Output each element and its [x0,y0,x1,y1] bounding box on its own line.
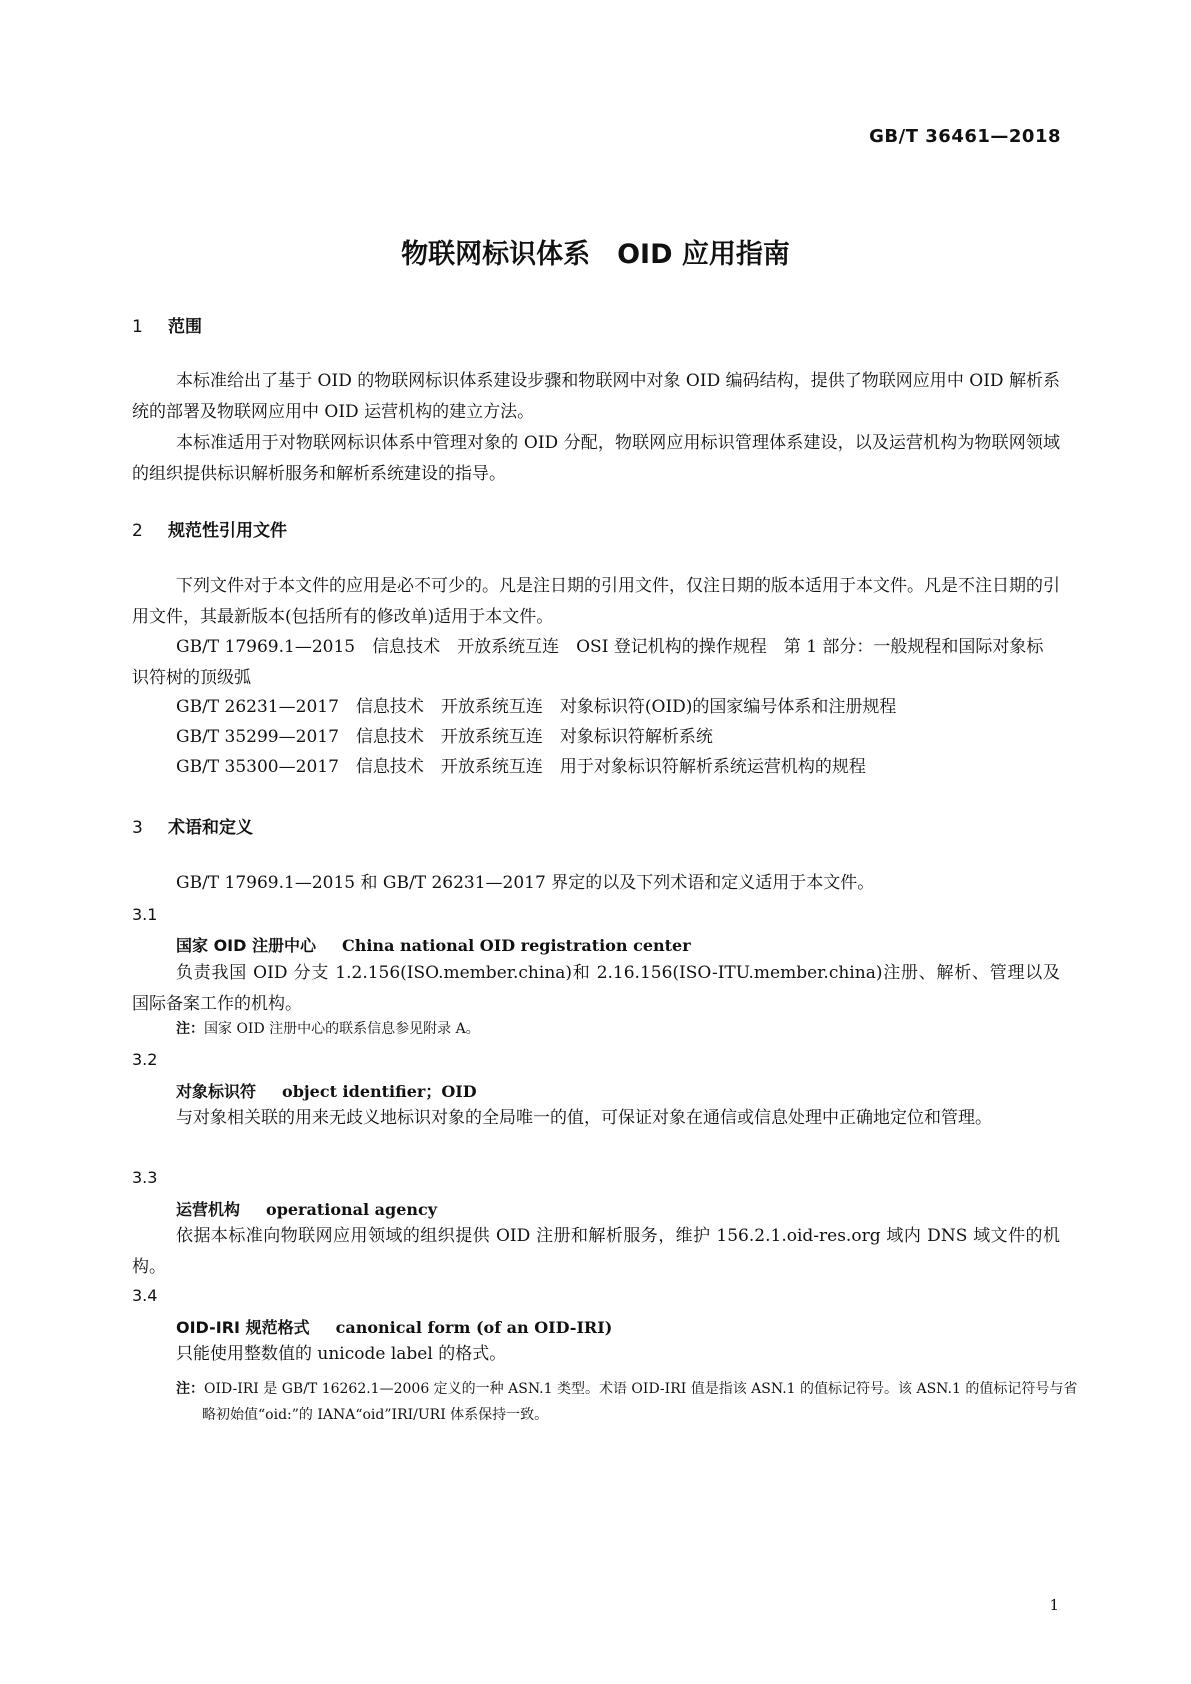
terms-intro: GB/T 17969.1—2015 和 GB/T 26231—2017 界定的以及下列术语和定义适用于本文件。 [176,873,875,893]
note-text: OID-IRI 是 GB/T 16262.1—2006 定义的一种 ASN.1 类型。术语 OID-IRI 值是指该 ASN.1 的值标记符号。该 ASN.1 的值标记符号与省略初始值“oid:”的 IANA“oid”IRI/URI 体系保持一致。 [202,1381,1078,1423]
section-title: 术语和定义 [168,818,253,838]
term-definition: 只能使用整数值的 unicode label 的格式。 [176,1344,507,1364]
section-number: 3 [132,818,143,838]
standard-code: GB/T 36461—2018 [869,126,1061,147]
term-name-en: object identifier；OID [282,1082,477,1101]
term-name [176,1315,612,1338]
term-name-zh: OID-IRI 规范格式 [176,1318,310,1337]
term-number: 3.2 [132,1050,158,1069]
term-name-zh: 国家 OID 注册中心 [176,936,316,955]
term-name [176,933,691,956]
reference-item: GB/T 35300—2017 信息技术 开放系统互连 用于对象标识符解析系统运营机构的规程 [176,757,866,777]
term-number: 3.4 [132,1286,158,1305]
term-name-en: China national OID registration center [341,936,691,955]
term-note [176,1376,1086,1428]
term-definition: 依据本标准向物联网应用领域的组织提供 OID 注册和解析服务，维护 156.2.1.oid-res.org 域内 DNS 域文件的机构。 [132,1226,1060,1277]
term-name [176,1197,437,1220]
term-definition: 与对象相关联的用来无歧义地标识对象的全局唯一的值，可保证对象在通信或信息处理中正确地定位和管理。 [176,1108,992,1128]
note-label: 注： [176,1021,204,1037]
section-title: 范围 [168,317,202,337]
term-note [176,1016,1060,1042]
term-name-zh: 对象标识符 [176,1082,257,1101]
term-number: 3.1 [132,905,158,924]
term-name-en: operational agency [266,1200,438,1219]
page-number: 1 [1049,1596,1059,1614]
normative-references-intro: 下列文件对于本文件的应用是必不可少的。凡是注日期的引用文件，仅注日期的版本适用于本文件。凡是不注日期的引用文件，其最新版本(包括所有的修改单)适用于本文件。 [132,576,1060,627]
section-number: 1 [132,317,143,337]
term-definition: 负责我国 OID 分支 1.2.156(ISO.member.china)和 2.16.156(ISO-ITU.member.china)注册、解析、管理以及国际备案工作的机构。 [132,963,1060,1014]
section-1-heading [132,312,202,337]
section-2-heading [132,516,287,541]
section-number: 2 [132,521,143,541]
section-3-heading [132,813,253,838]
section-title: 规范性引用文件 [168,521,287,541]
term-name [176,1079,477,1102]
note-label: 注： [176,1381,204,1397]
term-number: 3.3 [132,1168,158,1187]
term-name-en: canonical form (of an OID-IRI) [335,1318,613,1337]
note-text: 国家 OID 注册中心的联系信息参见附录 A。 [204,1021,480,1037]
term-name-zh: 运营机构 [176,1200,241,1219]
reference-item: GB/T 35299—2017 信息技术 开放系统互连 对象标识符解析系统 [176,727,713,747]
scope-paragraph-2: 本标准适用于对物联网标识体系中管理对象的 OID 分配，物联网应用标识管理体系建设，以及运营机构为物联网领域的组织提供标识解析服务和解析系统建设的指导。 [132,433,1060,484]
document-title: 物联网标识体系 OID 应用指南 [401,239,790,270]
reference-item: GB/T 26231—2017 信息技术 开放系统互连 对象标识符(OID)的国家编号体系和注册规程 [176,697,897,717]
reference-item: GB/T 17969.1—2015 信息技术 开放系统互连 OSI 登记机构的操作规程 第 1 部分：一般规程和国际对象标识符树的顶级弧 [132,637,1044,688]
scope-paragraph-1: 本标准给出了基于 OID 的物联网标识体系建设步骤和物联网中对象 OID 编码结构，提供了物联网应用中 OID 解析系统的部署及物联网应用中 OID 运营机构的建立方法。 [132,371,1060,422]
